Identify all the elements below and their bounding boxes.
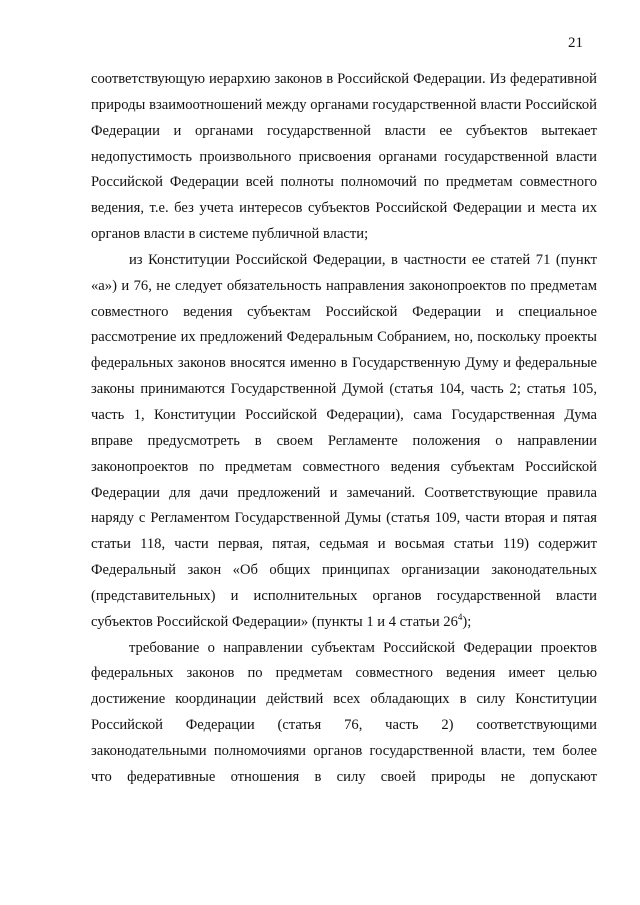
footnote-superscript: 4: [457, 611, 463, 622]
paragraph-text: из Конституции Российской Федерации, в частности ее статей 71 (пункт «а») и 76, не следует обязательность направления законопроектов по предметам совместного ведения субъектам Российской Федерации и специальное рассмотрение их предложений Федеральным Собранием, но, поскольку проекты федеральных законов вносятся именно в Государственную Думу и федеральные законы принимаются Государственной Думой (статья 104, часть 2; статья 105, часть 1, Конституции Российской Федерации), сама Государственная Дума вправе предусмотреть в своем Регламенте положения о направлении законопроектов по предметам совместного ведения субъектам Российской Федерации для дачи предложений и замечаний. Соответствующие правила наряду с Регламентом Государственной Думы (статья 109, части вторая и пятая статьи 118, части первая, пятая, седьмая и восьмая статьи 119) содержит Федеральный закон «Об общих принципах организации законодательных (представительных) и исполнительных органов государственной власти субъектов Российской Федерации» (пункты 1 и 4 статьи 26: [91, 251, 597, 630]
page-number: 21: [568, 35, 583, 51]
document-body: [91, 67, 597, 791]
paragraph-coordination-requirement: требование о направлении субъектам Российской Федерации проектов федеральных законов по предметам совместного ведения имеет целью достижение координации действий всех обладающих в силу Конституции Российской Федерации (статья 76, часть 2) соответствующими законодательными полномочиями органов государственной власти, тем более что федеративные отношения в силу своей природы не допускают: [91, 639, 597, 785]
paragraph-constitution-bills: [91, 248, 597, 636]
paragraph-federal-nature: соответствующую иерархию законов в Российской Федерации. Из федеративной природы взаимоотношений между органами государственной власти Российской Федерации и органами государственной власти ее субъектов вытекает недопустимость произвольного присвоения органами государственной власти Российской Федерации всей полноты полномочий по предметам совместного ведения, т.е. без учета интересов субъектов Российской Федерации и места их органов власти в системе публичной власти;: [91, 71, 597, 243]
paragraph-tail: );: [462, 613, 472, 630]
